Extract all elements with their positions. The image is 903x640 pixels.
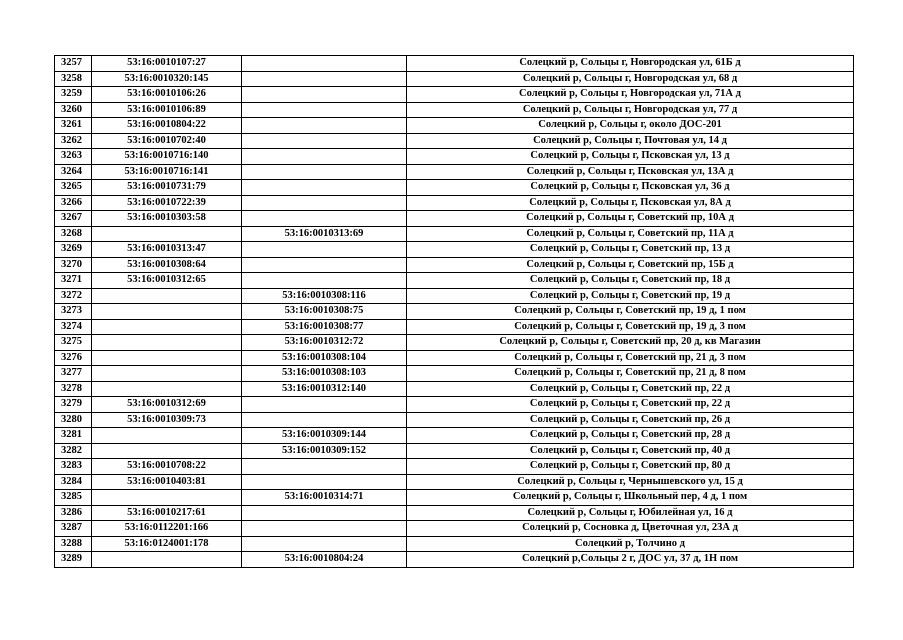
- row-number-cell: 3266: [55, 195, 92, 211]
- row-number-cell: 3284: [55, 474, 92, 490]
- table-row: [55, 226, 854, 242]
- row-number-cell: 3271: [55, 273, 92, 289]
- address-cell: Солецкий р, Сольцы г, Новгородская ул, 71А д: [407, 87, 854, 103]
- cadastral-table: [54, 55, 854, 568]
- cadastral-number-cell: [92, 319, 242, 335]
- table-body: [55, 56, 854, 568]
- address-cell: Солецкий р, Сольцы г, Советский пр, 13 д: [407, 242, 854, 258]
- cadastral-number-cell: 53:16:0010217:61: [92, 505, 242, 521]
- cadastral-number-alt-cell: 53:16:0010308:116: [242, 288, 407, 304]
- cadastral-number-alt-cell: [242, 536, 407, 552]
- cadastral-number-alt-cell: 53:16:0010309:144: [242, 428, 407, 444]
- address-cell: Солецкий р, Сольцы г, Советский пр, 22 д: [407, 381, 854, 397]
- cadastral-number-cell: [92, 288, 242, 304]
- cadastral-number-alt-cell: [242, 87, 407, 103]
- row-number-cell: 3272: [55, 288, 92, 304]
- table-row: [55, 211, 854, 227]
- table-row: [55, 366, 854, 382]
- row-number-cell: 3262: [55, 133, 92, 149]
- cadastral-number-alt-cell: 53:16:0010308:77: [242, 319, 407, 335]
- table-row: [55, 56, 854, 72]
- address-cell: Солецкий р,Сольцы 2 г, ДОС ул, 37 д, 1Н пом: [407, 552, 854, 568]
- cadastral-number-alt-cell: 53:16:0010308:103: [242, 366, 407, 382]
- cadastral-number-alt-cell: [242, 242, 407, 258]
- cadastral-number-cell: [92, 490, 242, 506]
- address-cell: Солецкий р, Сольцы г, Псковская ул, 13 д: [407, 149, 854, 165]
- address-cell: Солецкий р, Сольцы г, Советский пр, 22 д: [407, 397, 854, 413]
- address-cell: Солецкий р, Сольцы г, Советский пр, 19 д, 3 пом: [407, 319, 854, 335]
- cadastral-number-cell: 53:16:0010320:145: [92, 71, 242, 87]
- table-row: [55, 273, 854, 289]
- row-number-cell: 3268: [55, 226, 92, 242]
- cadastral-number-cell: [92, 443, 242, 459]
- address-cell: Солецкий р, Сольцы г, около ДОС-201: [407, 118, 854, 134]
- table-row: [55, 118, 854, 134]
- cadastral-number-alt-cell: [242, 133, 407, 149]
- table-row: [55, 335, 854, 351]
- address-cell: Солецкий р, Сольцы г, Псковская ул, 36 д: [407, 180, 854, 196]
- row-number-cell: 3270: [55, 257, 92, 273]
- cadastral-number-cell: 53:16:0010312:65: [92, 273, 242, 289]
- address-cell: Солецкий р, Сольцы г, Новгородская ул, 61Б д: [407, 56, 854, 72]
- cadastral-number-cell: 53:16:0010716:141: [92, 164, 242, 180]
- cadastral-number-alt-cell: 53:16:0010312:72: [242, 335, 407, 351]
- table-row: [55, 180, 854, 196]
- address-cell: Солецкий р, Сольцы г, Советский пр, 19 д, 1 пом: [407, 304, 854, 320]
- table-row: [55, 195, 854, 211]
- cadastral-number-alt-cell: [242, 273, 407, 289]
- address-cell: Солецкий р, Сольцы г, Советский пр, 10А д: [407, 211, 854, 227]
- row-number-cell: 3258: [55, 71, 92, 87]
- address-cell: Солецкий р, Сольцы г, Советский пр, 80 д: [407, 459, 854, 475]
- table-row: [55, 288, 854, 304]
- row-number-cell: 3259: [55, 87, 92, 103]
- row-number-cell: 3277: [55, 366, 92, 382]
- cadastral-number-cell: 53:16:0010708:22: [92, 459, 242, 475]
- table-row: [55, 443, 854, 459]
- address-cell: Солецкий р, Сольцы г, Советский пр, 15Б д: [407, 257, 854, 273]
- address-cell: Солецкий р, Сосновка д, Цветочная ул, 23А д: [407, 521, 854, 537]
- row-number-cell: 3274: [55, 319, 92, 335]
- table-row: [55, 350, 854, 366]
- table-row: [55, 521, 854, 537]
- address-cell: Солецкий р, Сольцы г, Почтовая ул, 14 д: [407, 133, 854, 149]
- row-number-cell: 3280: [55, 412, 92, 428]
- cadastral-number-cell: [92, 226, 242, 242]
- cadastral-number-alt-cell: [242, 118, 407, 134]
- cadastral-number-alt-cell: 53:16:0010313:69: [242, 226, 407, 242]
- cadastral-number-alt-cell: [242, 180, 407, 196]
- address-cell: Солецкий р, Сольцы г, Юбилейная ул, 16 д: [407, 505, 854, 521]
- cadastral-number-alt-cell: [242, 505, 407, 521]
- cadastral-number-alt-cell: [242, 521, 407, 537]
- address-cell: Солецкий р, Сольцы г, Советский пр, 20 д, кв Магазин: [407, 335, 854, 351]
- table-row: [55, 242, 854, 258]
- address-cell: Солецкий р, Сольцы г, Советский пр, 18 д: [407, 273, 854, 289]
- row-number-cell: 3288: [55, 536, 92, 552]
- table-row: [55, 87, 854, 103]
- row-number-cell: 3273: [55, 304, 92, 320]
- cadastral-number-cell: 53:16:0010309:73: [92, 412, 242, 428]
- table-row: [55, 428, 854, 444]
- row-number-cell: 3279: [55, 397, 92, 413]
- table-row: [55, 102, 854, 118]
- row-number-cell: 3260: [55, 102, 92, 118]
- row-number-cell: 3278: [55, 381, 92, 397]
- table-row: [55, 505, 854, 521]
- cadastral-number-cell: 53:16:0010731:79: [92, 180, 242, 196]
- row-number-cell: 3283: [55, 459, 92, 475]
- cadastral-number-cell: 53:16:0010107:27: [92, 56, 242, 72]
- row-number-cell: 3289: [55, 552, 92, 568]
- table-row: [55, 536, 854, 552]
- address-cell: Солецкий р, Сольцы г, Советский пр, 21 д, 8 пом: [407, 366, 854, 382]
- row-number-cell: 3267: [55, 211, 92, 227]
- row-number-cell: 3263: [55, 149, 92, 165]
- cadastral-number-cell: 53:16:0010722:39: [92, 195, 242, 211]
- cadastral-number-alt-cell: [242, 257, 407, 273]
- table-row: [55, 412, 854, 428]
- address-cell: Солецкий р, Сольцы г, Новгородская ул, 68 д: [407, 71, 854, 87]
- address-cell: Солецкий р, Сольцы г, Псковская ул, 8А д: [407, 195, 854, 211]
- cadastral-number-alt-cell: [242, 102, 407, 118]
- cadastral-number-alt-cell: [242, 459, 407, 475]
- cadastral-number-alt-cell: [242, 71, 407, 87]
- cadastral-number-cell: 53:16:0010308:64: [92, 257, 242, 273]
- row-number-cell: 3281: [55, 428, 92, 444]
- row-number-cell: 3261: [55, 118, 92, 134]
- cadastral-number-cell: 53:16:0010313:47: [92, 242, 242, 258]
- row-number-cell: 3276: [55, 350, 92, 366]
- cadastral-number-cell: 53:16:0010303:58: [92, 211, 242, 227]
- table-row: [55, 257, 854, 273]
- address-cell: Солецкий р, Сольцы г, Псковская ул, 13А д: [407, 164, 854, 180]
- cadastral-number-cell: [92, 304, 242, 320]
- row-number-cell: 3264: [55, 164, 92, 180]
- address-cell: Солецкий р, Сольцы г, Советский пр, 26 д: [407, 412, 854, 428]
- cadastral-number-cell: 53:16:0010312:69: [92, 397, 242, 413]
- cadastral-number-alt-cell: [242, 149, 407, 165]
- cadastral-number-alt-cell: 53:16:0010314:71: [242, 490, 407, 506]
- cadastral-number-cell: 53:16:0010804:22: [92, 118, 242, 134]
- cadastral-number-cell: [92, 428, 242, 444]
- row-number-cell: 3285: [55, 490, 92, 506]
- row-number-cell: 3282: [55, 443, 92, 459]
- table-row: [55, 133, 854, 149]
- cadastral-number-alt-cell: 53:16:0010312:140: [242, 381, 407, 397]
- cadastral-number-cell: [92, 366, 242, 382]
- cadastral-number-alt-cell: 53:16:0010309:152: [242, 443, 407, 459]
- table-row: [55, 71, 854, 87]
- cadastral-number-alt-cell: [242, 195, 407, 211]
- address-cell: Солецкий р, Сольцы г, Советский пр, 40 д: [407, 443, 854, 459]
- address-cell: Солецкий р, Сольцы г, Советский пр, 19 д: [407, 288, 854, 304]
- table-row: [55, 149, 854, 165]
- address-cell: Солецкий р, Толчино д: [407, 536, 854, 552]
- cadastral-number-cell: 53:16:0010106:26: [92, 87, 242, 103]
- cadastral-number-cell: 53:16:0010403:81: [92, 474, 242, 490]
- table-row: [55, 164, 854, 180]
- table-row: [55, 552, 854, 568]
- row-number-cell: 3286: [55, 505, 92, 521]
- cadastral-number-cell: [92, 552, 242, 568]
- table-row: [55, 490, 854, 506]
- table-row: [55, 397, 854, 413]
- row-number-cell: 3257: [55, 56, 92, 72]
- cadastral-number-alt-cell: 53:16:0010804:24: [242, 552, 407, 568]
- cadastral-number-cell: 53:16:0010702:40: [92, 133, 242, 149]
- row-number-cell: 3287: [55, 521, 92, 537]
- table-row: [55, 474, 854, 490]
- cadastral-number-cell: [92, 335, 242, 351]
- cadastral-number-alt-cell: [242, 211, 407, 227]
- cadastral-number-cell: [92, 381, 242, 397]
- table-row: [55, 381, 854, 397]
- table-row: [55, 459, 854, 475]
- table-row: [55, 304, 854, 320]
- document-page: [54, 55, 854, 568]
- cadastral-number-alt-cell: [242, 397, 407, 413]
- cadastral-number-cell: 53:16:0010716:140: [92, 149, 242, 165]
- address-cell: Солецкий р, Сольцы г, Советский пр, 21 д, 3 пом: [407, 350, 854, 366]
- address-cell: Солецкий р, Сольцы г, Школьный пер, 4 д, 1 пом: [407, 490, 854, 506]
- cadastral-number-alt-cell: [242, 164, 407, 180]
- address-cell: Солецкий р, Сольцы г, Чернышевского ул, 15 д: [407, 474, 854, 490]
- row-number-cell: 3269: [55, 242, 92, 258]
- address-cell: Солецкий р, Сольцы г, Советский пр, 28 д: [407, 428, 854, 444]
- cadastral-number-cell: [92, 350, 242, 366]
- row-number-cell: 3265: [55, 180, 92, 196]
- cadastral-number-alt-cell: [242, 412, 407, 428]
- address-cell: Солецкий р, Сольцы г, Советский пр, 11А д: [407, 226, 854, 242]
- cadastral-number-alt-cell: [242, 474, 407, 490]
- cadastral-number-alt-cell: 53:16:0010308:75: [242, 304, 407, 320]
- address-cell: Солецкий р, Сольцы г, Новгородская ул, 77 д: [407, 102, 854, 118]
- table-row: [55, 319, 854, 335]
- cadastral-number-cell: 53:16:0124001:178: [92, 536, 242, 552]
- row-number-cell: 3275: [55, 335, 92, 351]
- cadastral-number-alt-cell: [242, 56, 407, 72]
- cadastral-number-alt-cell: 53:16:0010308:104: [242, 350, 407, 366]
- cadastral-number-cell: 53:16:0112201:166: [92, 521, 242, 537]
- cadastral-number-cell: 53:16:0010106:89: [92, 102, 242, 118]
